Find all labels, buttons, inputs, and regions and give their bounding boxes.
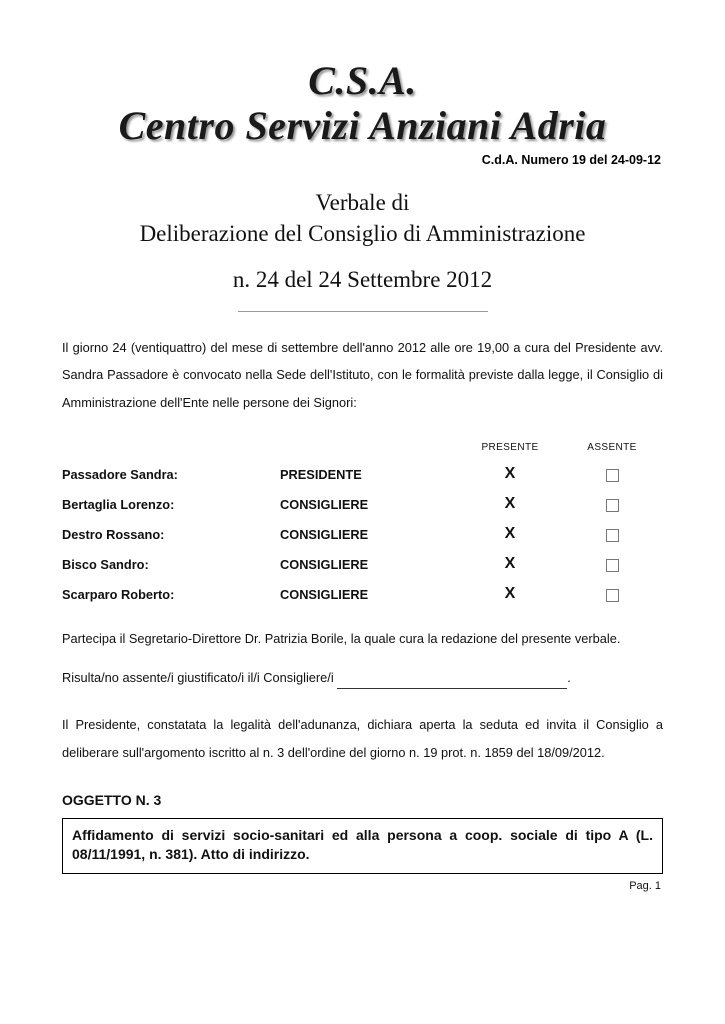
document-subtitle [62,187,663,249]
oggetto-label: OGGETTO N. 3 [62,792,162,809]
president-paragraph: Il Presidente, constatata la legalità dell'adunanza, dichiara aperta la seduta ed invita il Consiglio a deliberare sull'argomento iscritto al n. 3 dell'ordine del giorno n. 19 prot. n. 1859 del 18/09/2012. [62,717,663,760]
attendance-col-absent: ASSENTE [587,442,637,454]
attendance-col-role [280,442,458,453]
table-row [62,585,663,603]
absent-checkbox[interactable] [562,467,662,482]
cda-reference: C.d.A. Numero 19 del 24-09-12 [481,152,661,167]
absent-checkbox[interactable] [562,497,662,512]
attendance-table [62,465,663,603]
checkbox-icon [606,499,619,512]
member-name: Bisco Sandro: [62,556,149,572]
page-title-full: Centro Servizi Anziani Adria [118,103,607,148]
table-row [62,525,663,543]
member-name: Passadore Sandra: [62,466,178,482]
member-role: CONSIGLIERE [280,526,369,542]
member-name: Scarparo Roberto: [62,586,175,602]
oggetto-text: Affidamento di servizi socio-sanitari ed alla persona a coop. sociale di tipo A (L. 08/11/1991, n. 381). Atto di indirizzo. [62,818,663,874]
absent-checkbox[interactable] [562,587,662,602]
attendance-col-present: PRESENTE [481,442,539,454]
member-name: Bertaglia Lorenzo: [62,496,175,512]
member-role: CONSIGLIERE [280,586,369,602]
secretary-paragraph: Partecipa il Segretario-Direttore Dr. Patrizia Borile, la quale cura la redazione del presente verbale. [62,631,621,647]
table-row [62,495,663,513]
present-mark: X [504,525,516,543]
member-role: PRESIDENTE [280,466,362,482]
checkbox-icon [606,559,619,572]
intro-paragraph: Il giorno 24 (ventiquattro) del mese di settembre dell'anno 2012 alle ore 19,00 a cura del Presidente avv. Sandra Passadore è convocato nella Sede dell'Istituto, con le formalità previste dalla legge, il Consiglio di Amministrazione dell'Ente nelle persone dei Signori: [62,339,663,410]
absent-checkbox[interactable] [562,527,662,542]
absent-members-paragraph [62,667,663,689]
present-mark: X [504,585,516,603]
document-header [62,60,663,149]
member-role: CONSIGLIERE [280,556,369,572]
deliberation-number: n. 24 del 24 Settembre 2012 [232,266,493,292]
present-mark: X [504,465,516,483]
present-mark: X [504,495,516,513]
absent-members-blank[interactable] [337,676,567,689]
checkbox-icon [606,589,619,602]
page-title-acronym: C.S.A. [308,58,417,103]
checkbox-icon [606,469,619,482]
page-number: Pag. 1 [629,880,661,893]
absent-members-period: . [567,669,571,685]
member-name: Destro Rossano: [62,526,165,542]
absent-members-label: Risulta/no assente/i giustificato/i il/i Consigliere/i [62,669,338,685]
table-row [62,465,663,483]
subtitle-line-1: Verbale di [315,189,410,215]
absent-checkbox[interactable] [562,557,662,572]
checkbox-icon [606,529,619,542]
subtitle-line-2: Deliberazione del Consiglio di Amministrazione [139,220,586,246]
attendance-table-header [62,442,663,453]
header-divider [238,311,488,312]
attendance-col-name [62,442,280,453]
table-row [62,555,663,573]
present-mark: X [504,555,516,573]
member-role: CONSIGLIERE [280,496,369,512]
